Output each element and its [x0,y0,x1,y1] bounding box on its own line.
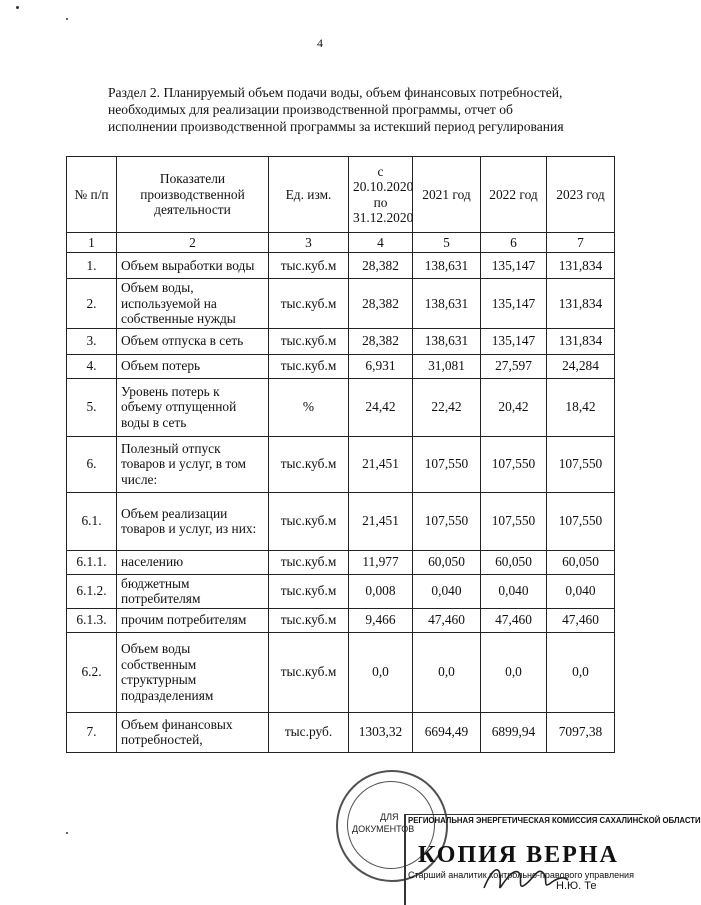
row-indicator: Объем воды, используемой на собственные нужды [117,279,269,329]
row-value-2021: 6694,49 [413,712,481,752]
row-number: 6.1. [67,492,117,550]
table-row [67,574,615,608]
row-unit: тыс.куб.м [269,632,349,712]
row-number: 6. [67,436,117,492]
row-indicator: Объем отпуска в сеть [117,328,269,354]
row-value-2022: 135,147 [481,253,547,279]
row-number: 1. [67,253,117,279]
row-number: 6.2. [67,632,117,712]
table-row [67,712,615,752]
row-value-2021: 47,460 [413,608,481,632]
row-value-2022: 6899,94 [481,712,547,752]
header-unit: Ед. изм. [269,157,349,233]
stamp-title: КОПИЯ ВЕРНА [418,842,619,868]
stamp-signer-name: Н.Ю. Те [556,880,597,892]
row-number: 3. [67,328,117,354]
row-unit: тыс.куб.м [269,328,349,354]
row-number: 6.1.2. [67,574,117,608]
row-value-period: 9,466 [349,608,413,632]
table-row [67,328,615,354]
row-value-period: 28,382 [349,253,413,279]
row-indicator: прочим потребителям [117,608,269,632]
row-unit: тыс.куб.м [269,492,349,550]
row-number: 6.1.1. [67,550,117,574]
scan-speck [16,6,19,9]
row-unit: тыс.куб.м [269,354,349,378]
row-number: 6.1.3. [67,608,117,632]
row-value-2021: 22,42 [413,378,481,436]
row-indicator: Объем финансовых потребностей, [117,712,269,752]
row-value-2021: 31,081 [413,354,481,378]
table-row [67,279,615,329]
row-number: 4. [67,354,117,378]
row-value-2022: 47,460 [481,608,547,632]
row-value-2022: 0,040 [481,574,547,608]
header-2022: 2022 год [481,157,547,233]
row-indicator: Объем потерь [117,354,269,378]
heading-line-3: исполнении производственной программы за истекший период регулирования [108,119,564,134]
row-unit: тыс.куб.м [269,608,349,632]
row-value-2021: 138,631 [413,328,481,354]
column-numbers-row [67,233,615,253]
table-row [67,354,615,378]
row-number: 7. [67,712,117,752]
row-value-2023: 47,460 [547,608,615,632]
row-unit: тыс.руб. [269,712,349,752]
row-value-period: 11,977 [349,550,413,574]
row-indicator: Объем выработки воды [117,253,269,279]
stamp-organization: РЕГИОНАЛЬНАЯ ЭНЕРГЕТИЧЕСКАЯ КОМИССИЯ САХАЛИНСКОЙ ОБЛАСТИ [408,816,701,825]
heading-line-2: необходимых для реализации производственной программы, отчет об [108,102,513,117]
row-unit: % [269,378,349,436]
stamp-role: Старший аналитик контрольно-правового управления [408,870,634,880]
row-value-2022: 27,597 [481,354,547,378]
row-value-2022: 20,42 [481,378,547,436]
table-row [67,550,615,574]
row-value-2021: 0,040 [413,574,481,608]
row-number: 2. [67,279,117,329]
row-value-2023: 60,050 [547,550,615,574]
header-2023: 2023 год [547,157,615,233]
header-period: с 20.10.2020 по 31.12.2020 [349,157,413,233]
row-value-2023: 18,42 [547,378,615,436]
row-value-2022: 107,550 [481,492,547,550]
row-value-period: 28,382 [349,279,413,329]
row-unit: тыс.куб.м [269,550,349,574]
stamp-note-line-2: ДОКУМЕНТОВ [352,824,415,834]
scan-speck [66,18,68,20]
row-unit: тыс.куб.м [269,574,349,608]
heading-line-1: Раздел 2. Планируемый объем подачи воды, объем финансовых потребностей, [108,85,563,100]
table-row [67,253,615,279]
row-value-period: 28,382 [349,328,413,354]
row-value-2023: 7097,38 [547,712,615,752]
row-value-period: 1303,32 [349,712,413,752]
row-value-2021: 138,631 [413,253,481,279]
row-value-2021: 138,631 [413,279,481,329]
row-value-2021: 107,550 [413,436,481,492]
table-row [67,632,615,712]
row-value-2022: 135,147 [481,328,547,354]
row-indicator: бюджетным потребителям [117,574,269,608]
row-number: 5. [67,378,117,436]
row-value-2023: 107,550 [547,492,615,550]
row-unit: тыс.куб.м [269,279,349,329]
page-number: 4 [317,36,323,50]
row-value-period: 21,451 [349,492,413,550]
row-value-period: 24,42 [349,378,413,436]
table-row [67,436,615,492]
row-value-2023: 107,550 [547,436,615,492]
row-value-2023: 24,284 [547,354,615,378]
row-value-2022: 107,550 [481,436,547,492]
production-program-table [66,156,615,753]
row-value-2023: 131,834 [547,253,615,279]
row-value-2023: 0,0 [547,632,615,712]
col-number: 2 [117,233,269,253]
row-value-period: 0,0 [349,632,413,712]
row-value-2023: 131,834 [547,328,615,354]
table-row [67,608,615,632]
col-number: 7 [547,233,615,253]
row-indicator: населению [117,550,269,574]
row-value-2022: 60,050 [481,550,547,574]
table-row [67,492,615,550]
header-indicator: Показатели производственной деятельности [117,157,269,233]
header-num: № п/п [67,157,117,233]
row-unit: тыс.куб.м [269,253,349,279]
row-indicator: Объем реализации товаров и услуг, из них: [117,492,269,550]
table-header-row [67,157,615,233]
table-row [67,378,615,436]
row-indicator: Полезный отпуск товаров и услуг, в том числе: [117,436,269,492]
section-heading [108,84,586,135]
col-number: 4 [349,233,413,253]
row-value-2021: 0,0 [413,632,481,712]
row-value-period: 6,931 [349,354,413,378]
col-number: 3 [269,233,349,253]
row-unit: тыс.куб.м [269,436,349,492]
row-value-period: 0,008 [349,574,413,608]
row-value-2021: 107,550 [413,492,481,550]
col-number: 5 [413,233,481,253]
col-number: 6 [481,233,547,253]
stamp-note-line-1: ДЛЯ [380,812,399,822]
row-indicator: Уровень потерь к объему отпущенной воды в сеть [117,378,269,436]
row-indicator: Объем воды собственным структурным подразделениям [117,632,269,712]
row-value-2021: 60,050 [413,550,481,574]
scan-speck [66,832,68,834]
row-value-2022: 0,0 [481,632,547,712]
row-value-2023: 0,040 [547,574,615,608]
col-number: 1 [67,233,117,253]
row-value-2023: 131,834 [547,279,615,329]
header-2021: 2021 год [413,157,481,233]
row-value-2022: 135,147 [481,279,547,329]
row-value-period: 21,451 [349,436,413,492]
signature [480,858,570,898]
